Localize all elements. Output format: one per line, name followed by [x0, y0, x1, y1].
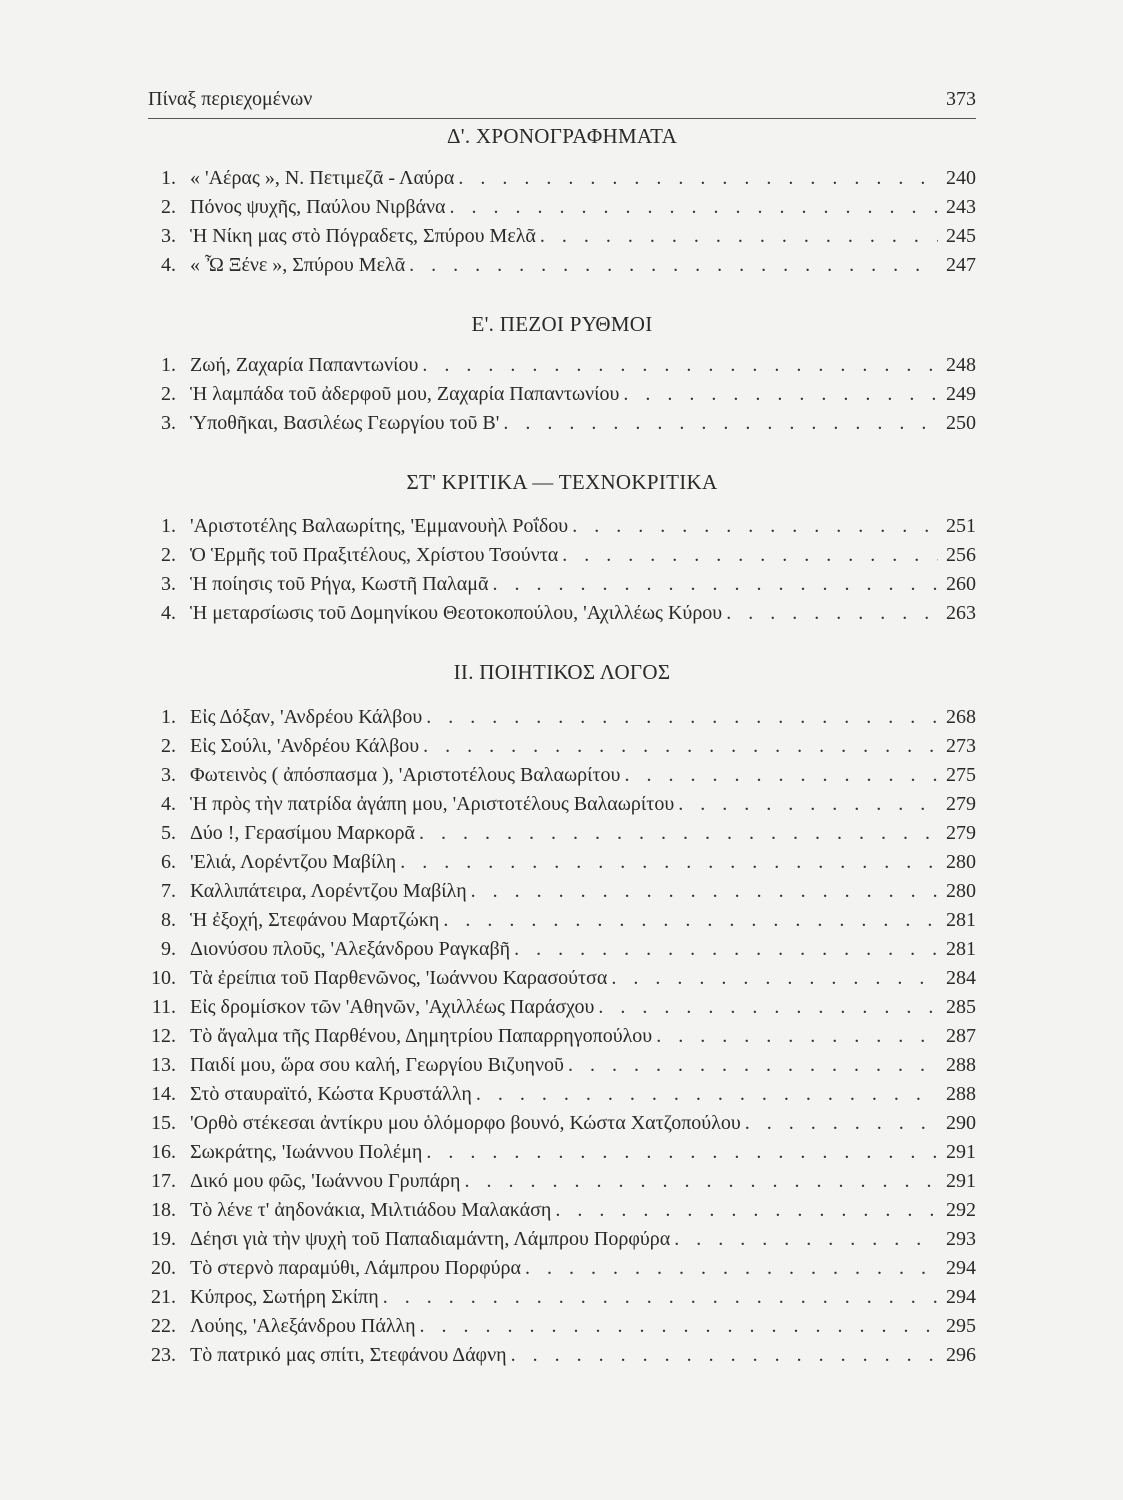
entry-page: 263	[946, 602, 976, 624]
dot-leader	[465, 1170, 939, 1193]
dot-leader	[514, 938, 938, 961]
entry-page: 245	[946, 225, 976, 247]
entry-title: Δέησι γιὰ τὴν ψυχὴ τοῦ Παπαδιαμάντη, Λάμπρου Πορφύρα	[190, 1228, 671, 1250]
entry-page: 296	[946, 1344, 976, 1366]
entry-number: 7.	[161, 880, 176, 902]
section-heading: Ε'. ΠΕΖΟΙ ΡΥΘΜΟΙ	[471, 312, 653, 336]
entry-page: 291	[946, 1170, 976, 1192]
entry-title: Τὸ ἄγαλμα τῆς Παρθένου, Δημητρίου Παπαρρηγοπούλου	[190, 1025, 653, 1047]
entry-number: 2.	[161, 383, 176, 405]
dot-leader	[623, 383, 938, 406]
entry-title: 'Ορθὸ στέκεσαι ἀντίκρυ μου ὁλόμορφο βουνό, Κώστα Χατζοπούλου	[190, 1112, 741, 1134]
toc-entry	[148, 735, 976, 763]
entry-number: 20.	[151, 1257, 176, 1279]
entry-number: 4.	[161, 602, 176, 624]
entry-title: Τὸ πατρικό μας σπίτι, Στεφάνου Δάφνη	[190, 1344, 507, 1366]
entry-title: Λούης, 'Αλεξάνδρου Πάλλη	[190, 1315, 416, 1337]
section-heading: Δ'. ΧΡΟΝΟΓΡΑΦΗΜΑΤΑ	[446, 124, 678, 148]
section-heading: ΙΙ. ΠΟΙΗΤΙΚΟΣ ΛΟΓΟΣ	[453, 660, 671, 684]
section-heading: ΣΤ' ΚΡΙΤΙΚΑ — ΤΕΧΝΟΚΡΙΤΙΚΑ	[406, 470, 718, 494]
entry-page: 288	[946, 1054, 976, 1076]
toc-entry	[148, 851, 976, 879]
entry-page: 256	[946, 544, 976, 566]
entry-page: 240	[946, 167, 976, 189]
dot-leader	[420, 1315, 938, 1338]
toc-entry	[148, 196, 976, 224]
dot-leader	[562, 544, 938, 567]
toc-entry	[148, 544, 976, 572]
entry-title: Στὸ σταυραϊτό, Κώστα Κρυστάλλη	[190, 1083, 472, 1105]
toc-entry	[148, 1083, 976, 1111]
toc-entry	[148, 383, 976, 411]
dot-leader	[426, 706, 938, 729]
entry-page: 284	[946, 967, 976, 989]
entry-page: 279	[946, 793, 976, 815]
entry-number: 23.	[151, 1344, 176, 1366]
entry-page: 279	[946, 822, 976, 844]
entry-number: 13.	[151, 1054, 176, 1076]
entry-number: 12.	[151, 1025, 176, 1047]
entry-number: 9.	[161, 938, 176, 960]
entry-page: 293	[946, 1228, 976, 1250]
entry-title: Τὰ ἐρείπια τοῦ Παρθενῶνος, 'Ιωάννου Καρασούτσα	[190, 967, 608, 989]
entry-number: 19.	[151, 1228, 176, 1250]
entry-page: 243	[946, 196, 976, 218]
dot-leader	[443, 909, 938, 932]
toc-entry	[148, 967, 976, 995]
running-head-page-number: 373	[946, 88, 976, 110]
entry-title: 'Αριστοτέλης Βαλαωρίτης, 'Εμμανουὴλ Ροΐδου	[190, 515, 569, 537]
entry-page: 290	[946, 1112, 976, 1134]
dot-leader	[471, 880, 938, 903]
entry-page: 273	[946, 735, 976, 757]
entry-page: 280	[946, 851, 976, 873]
toc-entry	[148, 938, 976, 966]
dot-leader	[422, 354, 938, 377]
toc-entry	[148, 225, 976, 253]
entry-title: Πόνος ψυχῆς, Παύλου Νιρβάνα	[190, 196, 446, 218]
dot-leader	[400, 851, 938, 874]
dot-leader	[726, 602, 938, 625]
entry-number: 2.	[161, 544, 176, 566]
toc-entry	[148, 764, 976, 792]
entry-title: Ὁ Ἑρμῆς τοῦ Πραξιτέλους, Χρίστου Τσούντα	[190, 544, 559, 566]
toc-entry	[148, 254, 976, 282]
entry-page: 287	[946, 1025, 976, 1047]
entry-number: 14.	[151, 1083, 176, 1105]
toc-entry	[148, 996, 976, 1024]
toc-entry	[148, 1054, 976, 1082]
entry-title: Φωτεινὸς ( ἀπόσπασμα ), 'Αριστοτέλους Βαλαωρίτου	[190, 764, 621, 786]
entry-number: 10.	[151, 967, 176, 989]
toc-entry	[148, 412, 976, 440]
entry-title: Ἡ μεταρσίωσις τοῦ Δομηνίκου Θεοτοκοπούλου, 'Αχιλλέως Κύρου	[190, 602, 723, 624]
dot-leader	[450, 196, 939, 219]
toc-entry	[148, 1112, 976, 1140]
entry-page: 291	[946, 1141, 976, 1163]
entry-number: 15.	[151, 1112, 176, 1134]
toc-entry	[148, 167, 976, 195]
entry-number: 2.	[161, 196, 176, 218]
dot-leader	[419, 822, 938, 845]
entry-number: 4.	[161, 793, 176, 815]
entry-title: Τὸ στερνὸ παραμύθι, Λάμπρου Πορφύρα	[190, 1257, 521, 1279]
entry-page: 295	[946, 1315, 976, 1337]
toc-entry	[148, 1141, 976, 1169]
toc-entry	[148, 573, 976, 601]
entry-title: 'Ελιά, Λορέντζου Μαβίλη	[190, 851, 397, 873]
entry-title: Κύπρος, Σωτήρη Σκίπη	[190, 1286, 379, 1308]
dot-leader	[383, 1286, 938, 1309]
toc-entry	[148, 515, 976, 543]
entry-number: 3.	[161, 225, 176, 247]
toc-entry	[148, 1257, 976, 1285]
dot-leader	[674, 1228, 938, 1251]
entry-title: Ἡ πρὸς τὴν πατρίδα ἀγάπη μου, 'Αριστοτέλους Βαλαωρίτου	[190, 793, 675, 815]
dot-leader	[611, 967, 938, 990]
entry-title: Εἰς Δόξαν, 'Ανδρέου Κάλβου	[190, 706, 423, 728]
entry-number: 22.	[151, 1315, 176, 1337]
entry-page: 247	[946, 254, 976, 276]
entry-title: Παιδί μου, ὥρα σου καλή, Γεωργίου Βιζυηνοῦ	[190, 1054, 564, 1076]
dot-leader	[426, 1141, 938, 1164]
entry-title: Ζωή, Ζαχαρία Παπαντωνίου	[190, 354, 419, 376]
entry-page: 285	[946, 996, 976, 1018]
toc-entry	[148, 880, 976, 908]
toc-entry	[148, 602, 976, 630]
entry-number: 3.	[161, 412, 176, 434]
entry-number: 5.	[161, 822, 176, 844]
dot-leader	[409, 254, 938, 277]
entry-title: Εἰς Σούλι, 'Ανδρέου Κάλβου	[190, 735, 420, 757]
entry-page: 249	[946, 383, 976, 405]
entry-number: 17.	[151, 1170, 176, 1192]
dot-leader	[493, 573, 939, 596]
toc-entry	[148, 1025, 976, 1053]
dot-leader	[678, 793, 938, 816]
dot-leader	[656, 1025, 938, 1048]
entry-page: 288	[946, 1083, 976, 1105]
entry-title: Σωκράτης, 'Ιωάννου Πολέμη	[190, 1141, 423, 1163]
toc-entry	[148, 822, 976, 850]
running-head	[148, 88, 976, 119]
dot-leader	[745, 1112, 938, 1135]
dot-leader	[598, 996, 938, 1019]
toc-entry	[148, 1228, 976, 1256]
entry-title: « Ὦ Ξένε », Σπύρου Μελᾶ	[190, 254, 406, 276]
entry-page: 294	[946, 1286, 976, 1308]
entry-number: 4.	[161, 254, 176, 276]
entry-page: 281	[946, 909, 976, 931]
entry-title: Εἰς δρομίσκον τῶν 'Αθηνῶν, 'Αχιλλέως Παράσχου	[190, 996, 595, 1018]
entry-number: 8.	[161, 909, 176, 931]
entry-number: 21.	[151, 1286, 176, 1308]
entry-page: 294	[946, 1257, 976, 1279]
entry-title: Δύο !, Γερασίμου Μαρκορᾶ	[190, 822, 415, 844]
dot-leader	[458, 167, 938, 190]
toc-entry	[148, 1199, 976, 1227]
entry-page: 268	[946, 706, 976, 728]
entry-number: 1.	[161, 354, 176, 376]
dot-leader	[525, 1257, 938, 1280]
entry-number: 1.	[161, 167, 176, 189]
dot-leader	[568, 1054, 938, 1077]
toc-entry	[148, 1315, 976, 1343]
dot-leader	[555, 1199, 938, 1222]
entry-number: 16.	[151, 1141, 176, 1163]
dot-leader	[511, 1344, 938, 1367]
toc-entry	[148, 793, 976, 821]
entry-title: Ἡ ἐξοχή, Στεφάνου Μαρτζώκη	[190, 909, 440, 931]
dot-leader	[572, 515, 938, 538]
toc-entry	[148, 706, 976, 734]
entry-number: 3.	[161, 764, 176, 786]
entry-page: 260	[946, 573, 976, 595]
entry-page: 275	[946, 764, 976, 786]
entry-title: Ἡ Νίκη μας στὸ Πόγραδετς, Σπύρου Μελᾶ	[190, 225, 536, 247]
toc-entry	[148, 1344, 976, 1372]
entry-title: Καλλιπάτειρα, Λορέντζου Μαβίλη	[190, 880, 467, 902]
entry-page: 292	[946, 1199, 976, 1221]
entry-title: Διονύσου πλοῦς, 'Αλεξάνδρου Ραγκαβῆ	[190, 938, 511, 960]
toc-entry	[148, 1286, 976, 1314]
entry-page: 250	[946, 412, 976, 434]
dot-leader	[423, 735, 938, 758]
dot-leader	[476, 1083, 938, 1106]
toc-entry	[148, 909, 976, 937]
entry-number: 1.	[161, 706, 176, 728]
entry-page: 251	[946, 515, 976, 537]
entry-title: Ἡ λαμπάδα τοῦ ἀδερφοῦ μου, Ζαχαρία Παπαντωνίου	[190, 383, 620, 405]
entry-page: 248	[946, 354, 976, 376]
entry-number: 11.	[151, 996, 176, 1018]
dot-leader	[624, 764, 938, 787]
entry-number: 3.	[161, 573, 176, 595]
entry-title: Τὸ λένε τ' ἀηδονάκια, Μιλτιάδου Μαλακάση	[190, 1199, 552, 1221]
entry-number: 6.	[161, 851, 176, 873]
entry-number: 2.	[161, 735, 176, 757]
entry-title: Ἡ ποίησις τοῦ Ρήγα, Κωστῆ Παλαμᾶ	[190, 573, 489, 595]
dot-leader	[503, 412, 938, 435]
entry-page: 281	[946, 938, 976, 960]
toc-entry	[148, 354, 976, 382]
entry-number: 1.	[161, 515, 176, 537]
entry-title: Δικό μου φῶς, 'Ιωάννου Γρυπάρη	[190, 1170, 461, 1192]
entry-number: 18.	[151, 1199, 176, 1221]
running-head-title: Πίναξ περιεχομένων	[148, 88, 313, 110]
entry-page: 280	[946, 880, 976, 902]
entry-title: « 'Αέρας », Ν. Πετιμεζᾶ - Λαύρα	[190, 167, 455, 189]
toc-entry	[148, 1170, 976, 1198]
dot-leader	[540, 225, 938, 248]
entry-title: Ὑποθῆκαι, Βασιλέως Γεωργίου τοῦ Β'	[190, 412, 500, 434]
